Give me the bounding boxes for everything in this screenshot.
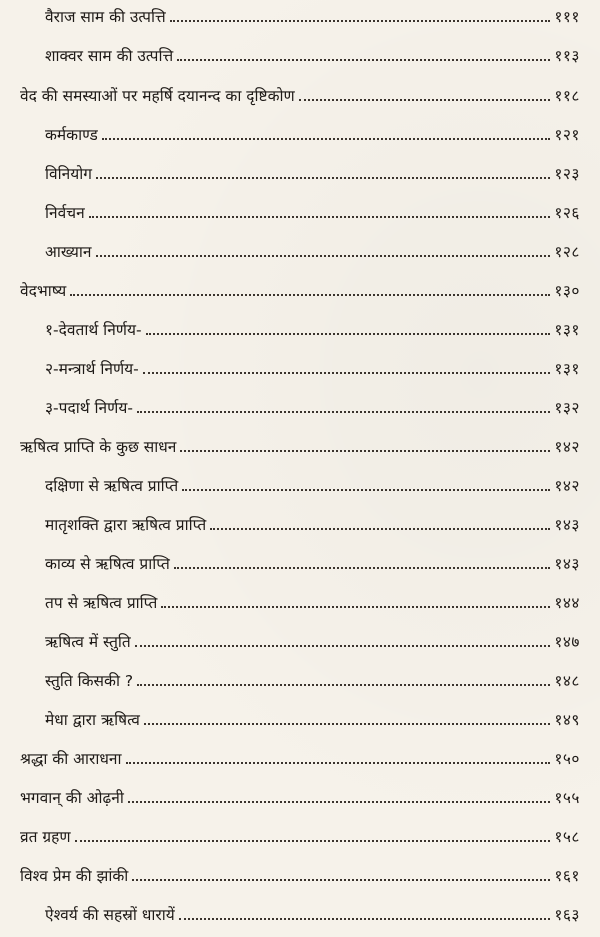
toc-entry-title: निर्वचन — [45, 204, 85, 222]
toc-entry-page: १३२ — [554, 399, 580, 417]
toc-dot-leader — [137, 411, 550, 413]
toc-entry — [20, 784, 580, 808]
toc-entry-page: १११ — [554, 8, 580, 26]
toc-entry-page: १४२ — [554, 438, 580, 456]
toc-entry — [45, 355, 580, 379]
toc-dot-leader — [161, 606, 550, 608]
toc-entry-page: १३१ — [554, 321, 580, 339]
toc-dot-leader — [144, 723, 550, 725]
toc-entry-page: १६३ — [554, 906, 580, 924]
toc-entry — [45, 550, 580, 574]
toc-entry-page: १५० — [554, 750, 580, 768]
toc-dot-leader — [170, 20, 551, 22]
toc-entry-title: कर्मकाण्ड — [45, 126, 98, 144]
toc-entry — [45, 121, 580, 145]
toc-dot-leader — [143, 372, 551, 374]
toc-entry-page: १३० — [554, 282, 580, 300]
toc-entry — [45, 238, 580, 262]
toc-entry-page: १२६ — [554, 204, 580, 222]
toc-entry — [45, 706, 580, 730]
toc-entry — [45, 3, 580, 27]
toc-dot-leader — [70, 294, 550, 296]
toc-dot-leader — [96, 177, 550, 179]
toc-dot-leader — [299, 99, 551, 101]
toc-dot-leader — [137, 684, 550, 686]
toc-entry-title: मेधा द्वारा ऋषित्व — [45, 711, 140, 729]
toc-entry-title: वेदभाष्य — [20, 282, 67, 300]
toc-entry-page: ११८ — [554, 87, 580, 105]
toc-entry — [45, 394, 580, 418]
toc-entry — [20, 745, 580, 769]
toc-dot-leader — [177, 59, 550, 61]
toc-entry — [45, 160, 580, 184]
toc-entry-title: दक्षिणा से ऋषित्व प्राप्ति — [45, 477, 179, 495]
toc-dot-leader — [210, 528, 550, 530]
toc-entry — [45, 199, 580, 223]
toc-entry-title: विनियोग — [45, 165, 92, 183]
toc-entry-page: १४४ — [554, 594, 580, 612]
toc-dot-leader — [102, 138, 551, 140]
toc-entry — [20, 82, 580, 106]
toc-entry-page: १५५ — [554, 789, 580, 807]
toc-entry-title: शाक्वर साम की उत्पत्ति — [45, 47, 174, 65]
toc-entry — [20, 277, 580, 301]
toc-entry-title: भगवान् की ओढ़नी — [20, 789, 124, 807]
toc-entry-page: १६१ — [554, 867, 580, 885]
toc-dot-leader — [146, 333, 551, 335]
toc-dot-leader — [180, 450, 550, 452]
toc-entry-title: १-देवतार्थ निर्णय- — [45, 321, 142, 339]
toc-entry-title: स्तुति किसकी ? — [45, 672, 134, 690]
toc-entry — [45, 472, 580, 496]
toc-entry-title: ऋषित्व में स्तुति — [45, 633, 131, 651]
toc-entry-title: व्रत ग्रहण — [20, 828, 71, 846]
toc-entry — [20, 823, 580, 847]
toc-entry-page: १५८ — [554, 828, 580, 846]
toc-entry-title: ऐश्वर्य की सहस्रों धारायें — [45, 906, 175, 924]
toc-entry-title: वेद की समस्याओं पर महर्षि दयानन्द का दृष्टिकोण — [20, 87, 295, 105]
toc-entry-title: श्रद्धा की आराधना — [20, 750, 122, 768]
toc-entry — [45, 901, 580, 925]
toc-entry-title: तप से ऋषित्व प्राप्ति — [45, 594, 158, 612]
toc-entry-title: ऋषित्व प्राप्ति के कुछ साधन — [20, 438, 177, 456]
toc-entry-title: वैराज साम की उत्पत्ति — [45, 8, 166, 26]
toc-dot-leader — [126, 762, 551, 764]
toc-entry-page: १४८ — [554, 672, 580, 690]
toc-entry — [45, 628, 580, 652]
toc-entry — [20, 433, 580, 457]
toc-entry-page: १२३ — [554, 165, 580, 183]
toc-entry-page: १२८ — [554, 243, 580, 261]
toc-entry-title: मातृशक्ति द्वारा ऋषित्व प्राप्ति — [45, 516, 207, 534]
toc-entry — [45, 667, 580, 691]
toc-entry-page: १४७ — [554, 633, 580, 651]
toc-entry-page: १४९ — [554, 711, 580, 729]
toc-entry — [45, 316, 580, 340]
toc-dot-leader — [132, 879, 550, 881]
toc-dot-leader — [174, 567, 550, 569]
toc-dot-leader — [96, 255, 551, 257]
toc-entry-title: विश्व प्रेम की झांकी — [20, 867, 129, 885]
toc-entry-title: काव्य से ऋषित्व प्राप्ति — [45, 555, 170, 573]
toc-dot-leader — [179, 918, 551, 920]
toc-entry-page: १४३ — [554, 555, 580, 573]
toc-entry-title: आख्यान — [45, 243, 92, 261]
toc-entry-title: ३-पदार्थ निर्णय- — [45, 399, 133, 417]
toc-entry-title: २-मन्त्रार्थ निर्णय- — [45, 360, 139, 378]
toc-dot-leader — [75, 840, 551, 842]
toc-entry-page: १४२ — [554, 477, 580, 495]
toc-entry — [45, 42, 580, 66]
toc-entry-page: १३१ — [554, 360, 580, 378]
toc-dot-leader — [89, 216, 551, 218]
toc-entry-page: ११३ — [554, 47, 580, 65]
toc-entry-page: १२१ — [554, 126, 580, 144]
toc-entry — [20, 862, 580, 886]
toc-dot-leader — [135, 645, 551, 647]
toc-dot-leader — [128, 801, 550, 803]
toc-entry — [45, 511, 580, 535]
toc-entry — [45, 589, 580, 613]
toc-entry-page: १४३ — [554, 516, 580, 534]
toc-dot-leader — [182, 489, 550, 491]
